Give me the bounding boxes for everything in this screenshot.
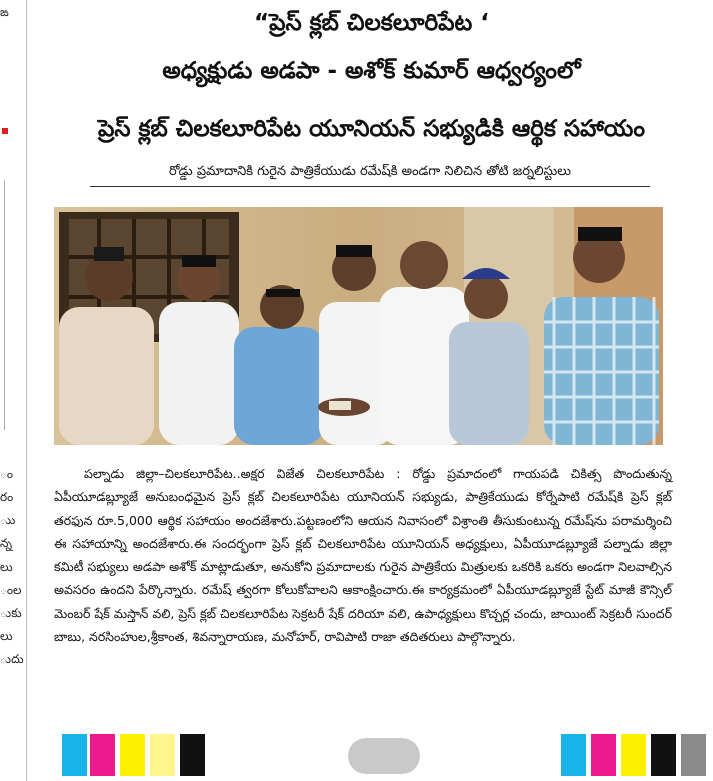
news-photo: [54, 207, 663, 445]
red-marker: [2, 128, 8, 134]
yellow-swatch: [621, 734, 646, 776]
left-column-text: లు: [0, 560, 13, 574]
cyan-swatch: [561, 734, 586, 776]
article-body: పల్నాడు జిల్లా–చిలకలూరిపేట..అక్షర విజేత చిలకలూరిపేట : రోడ్డు ప్రమాదంలో గాయపడి చికిత్స పొందుతున్న ఏపీయూడబ్ల్యూజే అనుబంధమైన ప్రెస్ క్లబ్ చిలకలూరిపేట యూనియన్ సభ్యుడు, పాత్రికేయుడు కోర్నేపాటి రమేష్‌కి ప్రెస్ క్లబ్ తరఫున రూ.5,000 ఆర్థిక సహాయం అందజేశారు.పట్టణంలోని ఆయన నివాసంలో విశ్రాంతి తీసుకుంటున్న రమేష్‌ను పరామర్శించి ఈ సహాయాన్ని అందజేశారు.ఈ సందర్భంగా ప్రెస్ క్లబ్ చిలకలూరిపేట యూనియన్ అధ్యక్షులు, ఏపీయూడబ్ల్యూజే పల్నాడు జిల్లా కమిటీ సభ్యులు అడపా అశోక్ మాట్లాడుతూ, అనుకోని ప్రమాదాలకు గురైన పాత్రికేయ మిత్రులకు ఒకరికి ఒకరు అండగా నిలవాల్సిన అవసరం ఉందని పేర్కొన్నారు. రమేష్ త్వరగా కోలుకోవాలని ఆకాంక్షించారు.ఈ కార్యక్రమంలో ఏపీయూడబ్ల్యూజే స్టేట్ మాజీ కౌన్సిల్ మెంబర్ షేక్ మస్తాన్ వలి, ప్రెస్ క్లబ్ చిలకలూరిపేట సెక్రటరీ షేక్ దరియా వలి, ఉపాధ్యక్షులు కొచ్చర్ల చందు, జాయింట్ సెక్రటరీ సుందర్ బాబు, నరసింహుల,శ్రీకాంత, శివన్నారాయణ, మనోహర్, రావిపాటి రాజా తదితరులు పాల్గొన్నారు.: [54, 466, 672, 645]
cyan-swatch: [62, 734, 87, 776]
color-bar-right: [561, 734, 711, 776]
gray-swatch: [681, 734, 706, 776]
yellow-swatch: [120, 734, 145, 776]
left-column-text: ఙ: [0, 5, 9, 19]
headline-line-3: ప్రెస్ క్లబ్ చిలకలూరిపేట యూనియన్ సభ్యుడికి ఆర్థిక సహాయం: [97, 116, 646, 142]
subheadline: రోడ్డు ప్రమాదానికి గురైన పాత్రికేయుడు రమేష్‌కి అండగా నిలిచిన తోటి జర్నలిస్టులు: [90, 164, 650, 187]
black-swatch: [180, 734, 205, 776]
magenta-swatch: [591, 734, 616, 776]
left-column-text: రం: [0, 490, 14, 504]
color-bar-left: [62, 734, 212, 776]
column-rule: [4, 180, 5, 430]
headline-line-2: అధ్యక్షుడు అడపా - అశోక్ కుమార్ ఆధ్వర్యంలో: [162, 58, 581, 84]
left-column-text: న్న: [0, 536, 12, 550]
black-swatch: [651, 734, 676, 776]
left-column-text: ుు: [0, 513, 16, 527]
magenta-swatch: [90, 734, 115, 776]
left-column-text: ుదు: [0, 652, 24, 666]
left-column-text: ుకు: [0, 606, 22, 620]
left-column-text: ంల: [0, 583, 22, 597]
left-column-text: లు: [0, 629, 13, 643]
left-column-fragment: [0, 0, 27, 781]
group-photo-illustration: [54, 207, 663, 445]
light-yellow-swatch: [150, 734, 175, 776]
headline-line-1: “ప్రెస్ క్లబ్ చిలకలూరిపేట ‘: [254, 10, 489, 36]
left-column-text: ం: [0, 467, 14, 481]
registration-pill: [348, 738, 420, 774]
